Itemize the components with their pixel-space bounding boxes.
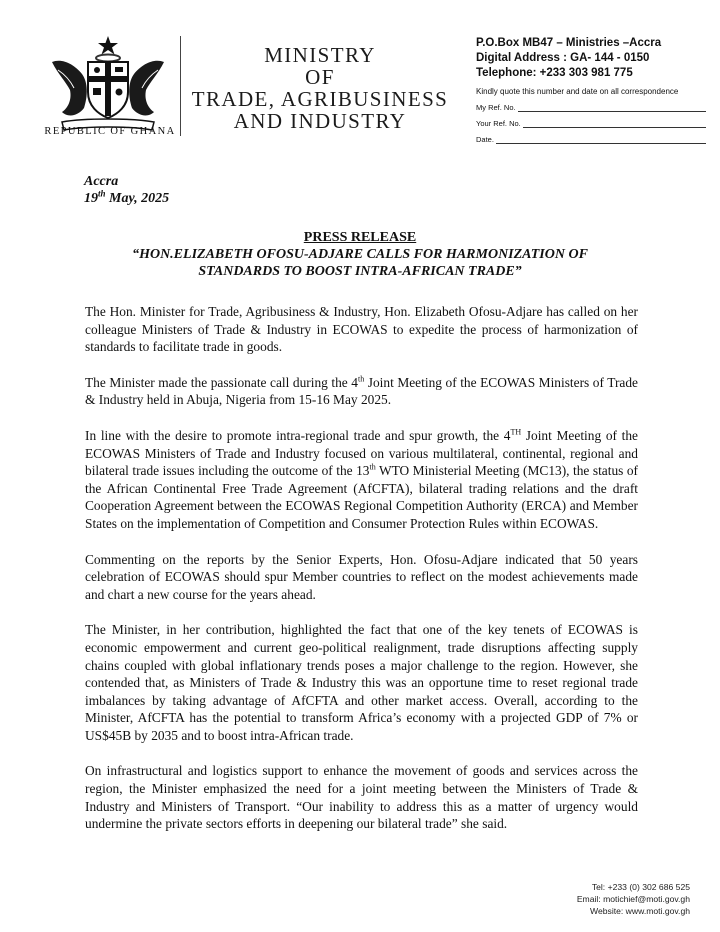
date-label: Date.	[476, 135, 494, 144]
paragraph-3-part-b: Joint Meeting of the ECOWAS Ministers of Trade and Industry focused on various multilateral, continental, regional and bilateral trade issues including the outcome of the 13	[85, 427, 638, 479]
republic-of-ghana-label: REPUBLIC OF GHANA	[44, 126, 176, 137]
your-ref-label: Your Ref. No.	[476, 119, 521, 128]
footer-contact	[577, 881, 690, 917]
footer-tel: Tel: +233 (0) 302 686 525	[591, 882, 690, 892]
paragraph-4: Commenting on the reports by the Senior Experts, Hon. Ofosu-Adjare indicated that 50 years celebration of ECOWAS should spur Member countries to reflect on the modest achievements made and chart a new course for the years ahead.	[85, 551, 638, 602]
paragraph-5: The Minister, in her contribution, highlighted the fact that one of the key tenets of ECOWAS is economic empowerment and current geo-political realignment, trade disruptions affecting supply chains coupled with global inflationary trends poses a major challenge to the region. However, she contended that, as Ministers of Trade & Industry this was an opportune time to reset regional trade imbalances by taking advantage of AfCFTA and other market access. Overall, according to the Minister, AfCFTA has the potential to transform Africa’s economy with a projected GDP of 7% or US$45B by 2035 and to boost intra-African trade.	[85, 622, 638, 743]
place: Accra	[84, 174, 119, 189]
telephone: Telephone: +233 303 981 775	[476, 67, 633, 79]
my-ref-line	[476, 103, 706, 112]
paragraph-3-sup-2: th	[369, 462, 376, 472]
date-day: 19	[84, 191, 98, 206]
paragraph-3-sup-1: TH	[510, 427, 522, 437]
date-rest: May, 2025	[105, 191, 170, 206]
paragraph-3-part-c: WTO Ministerial Meeting (MC13), the status of the African Continental Free Trade Agreement (AfCFTA), bilateral trading relations and the draft Cooperation Agreement between the ECOWAS Regional Competition Authority (ERCA) and Member States on the implementation of Competition and Consumer Protection Rules within ECOWAS.	[85, 463, 638, 531]
ministry-name	[190, 44, 450, 132]
paragraph-1: The Hon. Minister for Trade, Agribusiness & Industry, Hon. Elizabeth Ofosu-Adjare has called on her colleague Ministers of Trade & Industry in ECOWAS to expedite the process of harmonization of standards to facilitate trade in goods.	[85, 304, 638, 355]
my-ref-label: My Ref. No.	[476, 103, 516, 112]
contact-block	[476, 36, 706, 144]
headline-line-2: STANDARDS TO BOOST INTRA-AFRICAN TRADE”	[198, 264, 522, 279]
your-ref-blank	[523, 119, 706, 128]
paragraph-2-part-a: The Minister made the passionate call during the 4	[85, 374, 358, 390]
your-ref-line	[476, 119, 706, 128]
header-divider	[180, 36, 181, 136]
date-block	[84, 173, 169, 207]
date-line	[476, 135, 706, 144]
press-release-label: PRESS RELEASE	[303, 230, 417, 245]
press-release-heading	[84, 229, 636, 280]
date-blank	[496, 135, 706, 144]
paragraph-2-sup: th	[357, 374, 365, 384]
paragraph-2	[85, 374, 638, 409]
ministry-line-1: MINISTRY	[264, 43, 376, 67]
paragraph-3	[85, 427, 638, 533]
quote-note: Kindly quote this number and date on all correspondence	[476, 87, 679, 96]
paragraph-3-part-a: In line with the desire to promote intra-regional trade and spur growth, the 4	[85, 427, 511, 443]
po-box: P.O.Box MB47 – Ministries –Accra	[476, 37, 662, 49]
my-ref-blank	[518, 103, 706, 112]
date-suffix: th	[98, 188, 106, 199]
ministry-line-4: AND INDUSTRY	[233, 109, 407, 133]
paragraph-2-part-b: Joint Meeting of the ECOWAS Ministers of Trade & Industry held in Abuja, Nigeria from 15-16 May 2025.	[85, 374, 638, 408]
ghana-coat-of-arms-icon	[44, 34, 172, 134]
footer-website: Website: www.moti.gov.gh	[590, 906, 690, 916]
press-release-body	[85, 303, 638, 851]
ministry-line-3: TRADE, AGRIBUSINESS	[191, 87, 449, 111]
letter-date	[84, 190, 169, 207]
paragraph-6: On infrastructural and logistics support to enhance the movement of goods and services across the region, the Minister emphasized the need for a joint meeting between the Ministers of Trade & Industry and Ministers of Transport. “Our inability to address this as a matter of urgency would undermine the private sectors efforts in deepening our bilateral trade” she said.	[85, 763, 638, 832]
digital-address: Digital Address : GA- 144 - 0150	[476, 52, 650, 64]
footer-email: Email: motichief@moti.gov.gh	[576, 894, 690, 904]
headline-line-1: “HON.ELIZABETH OFOSU-ADJARE CALLS FOR HARMONIZATION OF	[132, 247, 588, 262]
ministry-line-2: OF	[305, 65, 335, 89]
